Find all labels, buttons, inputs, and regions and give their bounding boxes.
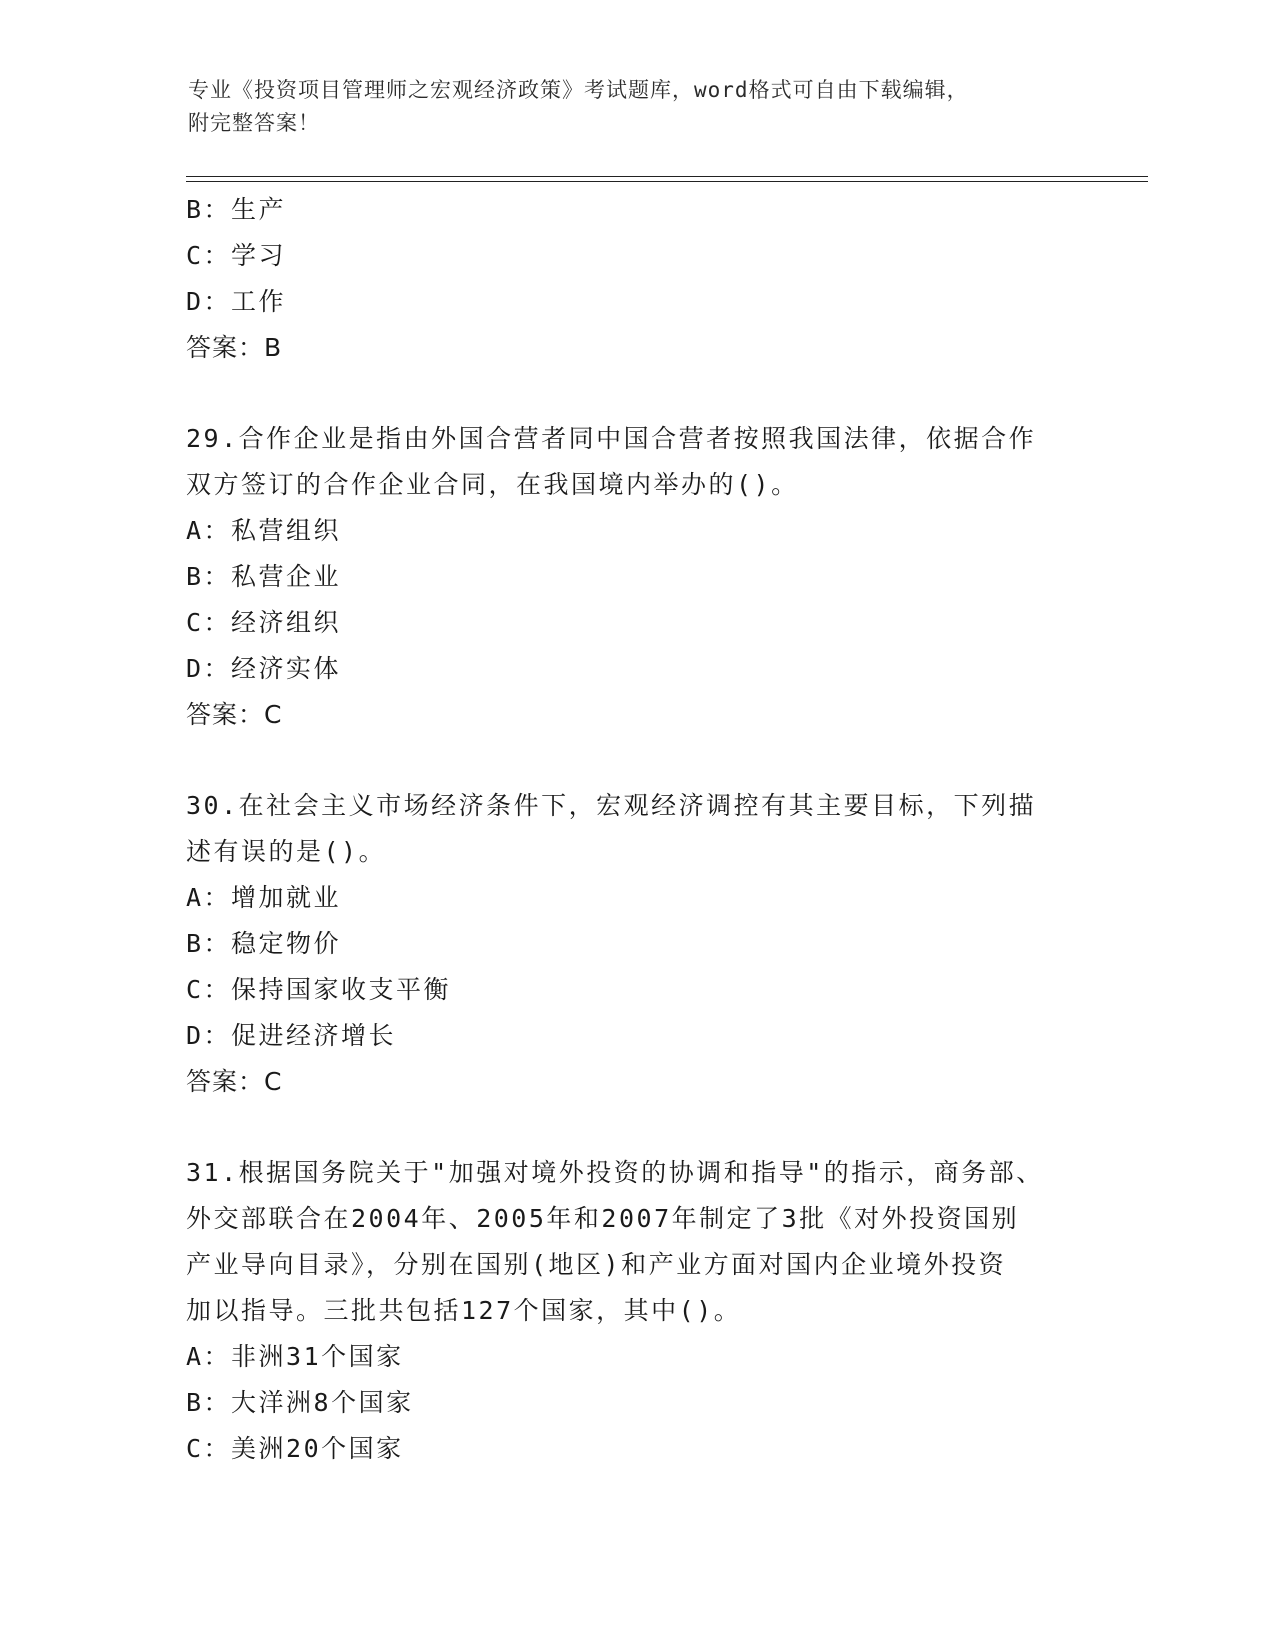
option-c: C：美洲20个国家 bbox=[186, 1434, 404, 1463]
header-line-1: 专业《投资项目管理师之宏观经济政策》考试题库，word格式可自由下载编辑， bbox=[188, 78, 969, 102]
option-a: A：增加就业 bbox=[186, 883, 342, 912]
option-d: D：促进经济增长 bbox=[186, 1021, 397, 1050]
stem-line: 29.合作企业是指由外国合营者同中国合营者按照我国法律，依据合作 bbox=[186, 424, 1037, 453]
stem-line: 产业导向目录》，分别在国别(地区)和产业方面对国内企业境外投资 bbox=[186, 1250, 1007, 1279]
document-header bbox=[188, 74, 1068, 140]
option-b: B：大洋洲8个国家 bbox=[186, 1388, 414, 1417]
option-b: B：稳定物价 bbox=[186, 929, 342, 958]
option-b: B：私营企业 bbox=[186, 562, 342, 591]
question-30 bbox=[186, 783, 1086, 1105]
option-c: C：经济组织 bbox=[186, 608, 342, 637]
header-divider-top bbox=[186, 176, 1148, 177]
stem-line: 双方签订的合作企业合同，在我国境内举办的()。 bbox=[186, 470, 799, 499]
option-a: A：非洲31个国家 bbox=[186, 1342, 404, 1371]
answer-line: 答案：B bbox=[186, 333, 283, 362]
question-31 bbox=[186, 1150, 1086, 1472]
option-b: B：生产 bbox=[186, 195, 287, 224]
option-d: D：经济实体 bbox=[186, 654, 342, 683]
header-line-2: 附完整答案！ bbox=[188, 111, 320, 135]
spacer bbox=[186, 738, 1086, 783]
option-c: C：保持国家收支平衡 bbox=[186, 975, 452, 1004]
option-d: D：工作 bbox=[186, 287, 287, 316]
question-stem bbox=[186, 416, 1066, 508]
spacer bbox=[186, 371, 1086, 416]
stem-line: 30.在社会主义市场经济条件下，宏观经济调控有其主要目标，下列描 bbox=[186, 791, 1037, 820]
question-stem bbox=[186, 1150, 1066, 1334]
question-29 bbox=[186, 416, 1086, 738]
header-divider-bottom bbox=[186, 181, 1148, 182]
question-stem bbox=[186, 783, 1066, 875]
previous-question-options bbox=[186, 187, 1086, 371]
option-c: C：学习 bbox=[186, 241, 287, 270]
option-a: A：私营组织 bbox=[186, 516, 342, 545]
answer-line: 答案：C bbox=[186, 700, 283, 729]
question-content bbox=[186, 187, 1086, 1472]
stem-line: 加以指导。三批共包括127个国家，其中()。 bbox=[186, 1296, 742, 1325]
stem-line: 述有误的是()。 bbox=[186, 837, 387, 866]
stem-line: 31.根据国务院关于"加强对境外投资的协调和指导"的指示，商务部、 bbox=[186, 1158, 1044, 1187]
spacer bbox=[186, 1105, 1086, 1150]
stem-line: 外交部联合在2004年、2005年和2007年制定了3批《对外投资国别 bbox=[186, 1204, 1020, 1233]
answer-line: 答案：C bbox=[186, 1067, 283, 1096]
